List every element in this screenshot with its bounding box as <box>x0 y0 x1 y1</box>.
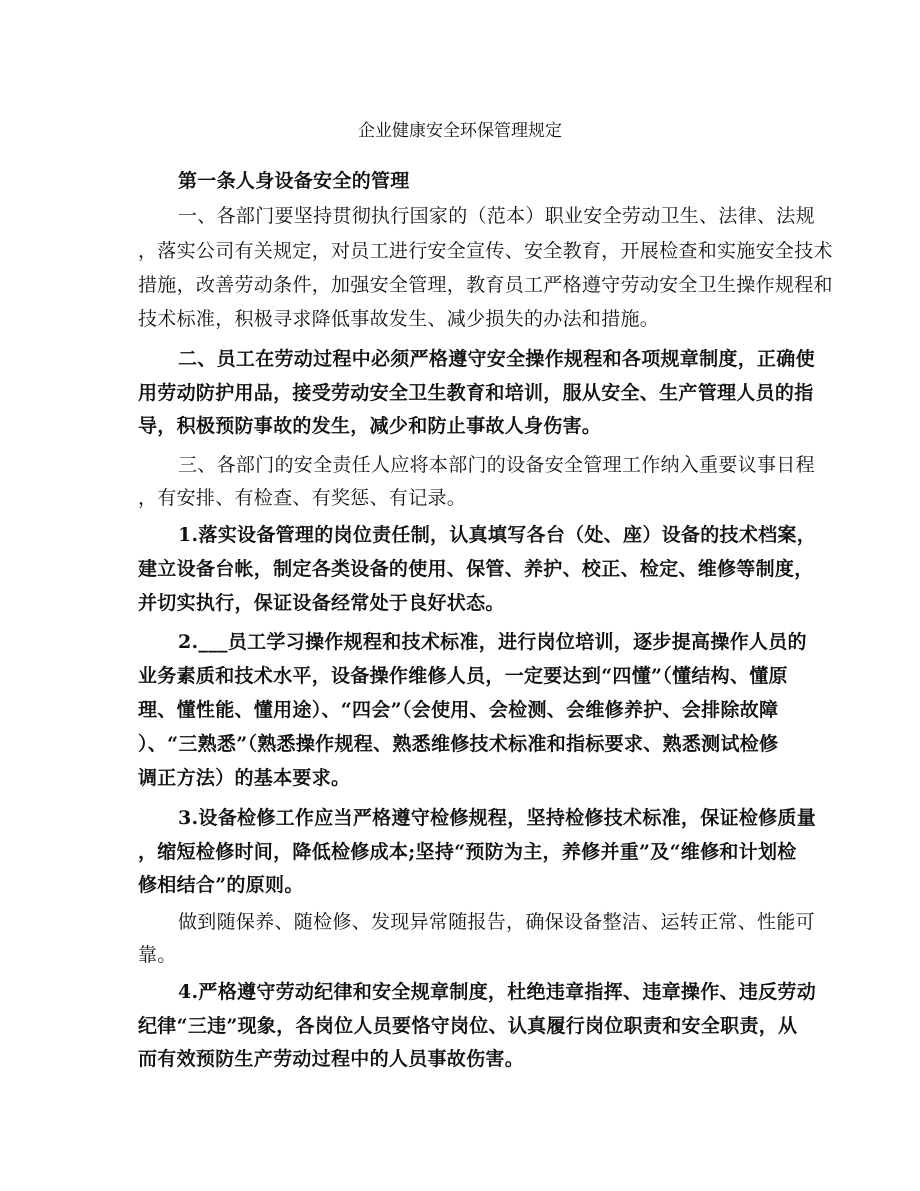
paragraph-5-line-2: 业务素质和技术水平，设备操作维修人员，一定要达到“四懂”（懂结构、懂原 <box>138 665 788 687</box>
paragraph-7-line-2: 靠。 <box>138 944 177 966</box>
paragraph-7-line-1: 做到随保养、随检修、发现异常随报告，确保设备整洁、运转正常、性能可 <box>178 911 815 933</box>
paragraph-4-line-3: 并切实执行，保证设备经常处于良好状态。 <box>138 592 505 614</box>
paragraph-2-line-1: 二、员工在劳动过程中必须严格遵守安全操作规程和各项规章制度，正确使 <box>178 348 815 370</box>
paragraph-2-line-3: 导，积极预防事故的发生，减少和防止事故人身伤害。 <box>138 415 602 437</box>
paragraph-5-line-5: 调正方法）的基本要求。 <box>138 767 351 789</box>
paragraph-6-line-1: 3.设备检修工作应当严格遵守检修规程，坚持检修技术标准，保证检修质量 <box>178 807 817 829</box>
paragraph-4-line-1: 1.落实设备管理的岗位责任制，认真填写各台（处、座）设备的技术档案， <box>178 524 817 546</box>
paragraph-8-line-1: 4.严格遵守劳动纪律和安全规章制度，杜绝违章指挥、违章操作、违反劳动 <box>178 981 817 1003</box>
paragraph-1-line-4: 技术标准，积极寻求降低事故发生、减少损失的办法和措施。 <box>138 308 660 330</box>
paragraph-3-line-1: 三、各部门的安全责任人应将本部门的设备安全管理工作纳入重要议事日程 <box>178 454 815 476</box>
document-title: 企业健康安全环保管理规定 <box>358 121 562 141</box>
paragraph-6-line-2: ，缩短检修时间，降低检修成本;坚持“预防为主，养修并重”及“维修和计划检 <box>138 841 797 863</box>
paragraph-3-line-2: ，有安排、有检查、有奖惩、有记录。 <box>138 487 467 509</box>
paragraph-5-line-4: ）、“三熟悉”（熟悉操作规程、熟悉维修技术标准和指标要求、熟悉测试检修 <box>138 733 779 755</box>
paragraph-6-line-3: 修相结合”的原则。 <box>138 874 304 896</box>
paragraph-1-line-3: 措施，改善劳动条件，加强安全管理，教育员工严格遵守劳动安全卫生操作规程和 <box>138 274 833 296</box>
paragraph-4-line-2: 建立设备台帐，制定各类设备的使用、保管、养护、校正、检定、维修等制度， <box>138 558 814 580</box>
paragraph-2-line-2: 用劳动防护用品，接受劳动安全卫生教育和培训，服从安全、生产管理人员的指 <box>138 382 814 404</box>
section-heading: 第一条人身设备安全的管理 <box>178 170 410 192</box>
paragraph-5-line-1: 2.___员工学习操作规程和技术标准，进行岗位培训，逐步提高操作人员的 <box>178 631 807 653</box>
paragraph-5-line-3: 理、懂性能、懂用途）、“四会”（会使用、会检测、会维修养护、会排除故障 <box>138 699 779 721</box>
paragraph-8-line-2: 纪律“三违”现象，各岗位人员要恪守岗位、认真履行岗位职责和安全职责，从 <box>138 1015 798 1037</box>
paragraph-1-line-2: ，落实公司有关规定，对员工进行安全宣传、安全教育，开展检查和实施安全技术 <box>138 240 833 262</box>
paragraph-8-line-3: 而有效预防生产劳动过程中的人员事故伤害。 <box>138 1048 525 1070</box>
paragraph-1-line-1: 一、各部门要坚持贯彻执行国家的（范本）职业安全劳动卫生、法律、法规 <box>178 205 815 227</box>
